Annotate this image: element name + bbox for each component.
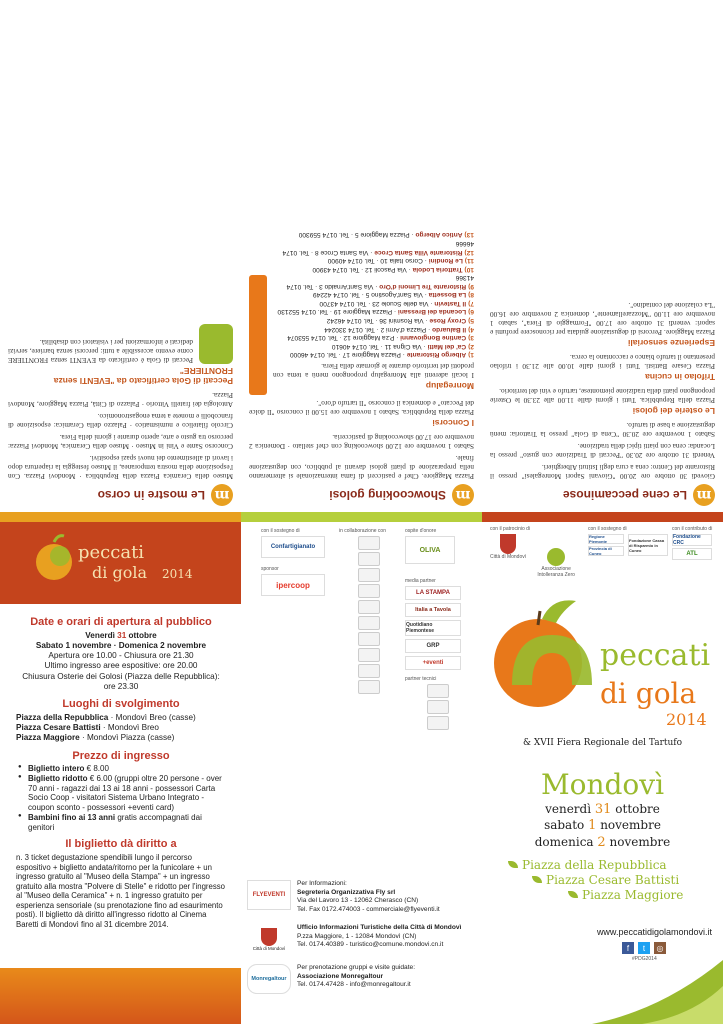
luogo-item: Piazza Cesare Battisti · Mondovì Breo bbox=[16, 723, 159, 733]
price-item: ● Biglietto ridotto € 6.00 (gruppi oltre 20 persone - over 70 anni - ragazzi dai 13 ai 18 anni - possessori Carta Socio Coop - visitatori Sistema Urbano Integrato - coupon sconto - possessori +eventi card) bbox=[18, 774, 226, 813]
oliva-logo: OLIVA bbox=[405, 536, 455, 564]
corner-leaf-decoration-icon bbox=[482, 940, 723, 1024]
italiaatavola-logo: Italia a Tavola bbox=[405, 603, 461, 617]
logo-text-digola: di gola bbox=[600, 677, 697, 710]
galup-heading: Monregalup bbox=[425, 381, 474, 392]
fondazione-logo: Fondazione Cassa di Risparmio in Cuneo bbox=[628, 534, 668, 556]
date-line: sabato 1 novembre bbox=[544, 818, 661, 834]
instagram-icon[interactable]: ◎ bbox=[654, 942, 666, 954]
osterie-closing: Chiusura Osterie dei Golosi (Piazza delle Repubblica): ore 23.30 bbox=[22, 671, 220, 691]
mostre-paragraph: Concorso Sante e Vini in Museo · Museo della Ceramica, Mondovì Piazza: percorso tra gusto e arte, aperto durante i giorni della Fiera. bbox=[8, 433, 233, 452]
ipercoop-logo: ipercoop bbox=[261, 574, 325, 596]
locale-item: 4)Il Baluardo · Piazza d'Armi 2 · Tel. 0174 330244 bbox=[324, 325, 474, 333]
heading-biglietto: Il biglietto dà diritto a bbox=[65, 838, 177, 851]
left-info-column bbox=[16, 610, 226, 929]
locale-item: 8)La Bossetta · Via Sant'Agostino 5 · Tel. 0174 42249 bbox=[312, 291, 474, 299]
partner-logo bbox=[358, 536, 380, 550]
locale-item: 10)Trattoria Lodola · Via Pascoli 12 · Tel. 0174 43900 bbox=[312, 265, 474, 273]
partner-logo bbox=[358, 616, 380, 630]
heading-dates: Date e orari di apertura al pubblico bbox=[30, 616, 212, 628]
badge-heading: Peccati di Gola certificato da "EVENTI senza FRONTIERE" bbox=[53, 366, 233, 387]
place-item: Piazza Cesare Battisti bbox=[532, 873, 718, 888]
contact-phone[interactable]: Tel. Fax 0172.474003 - commerciale@flyeventi.it bbox=[297, 905, 440, 913]
biglietto-text: n. 3 ticket degustazione spendibili lungo il percorso espositivo + biglietto andata/ritorno per la funicolare + un ingresso gratuito al "Museo della Stampa" + un ingresso gratuito alla mostra "Polvere di Stelle" e ridotto per l'ingresso al "Museo della Ceramica" + n. 1 ingresso gratuito per esperienza sensoriale (su prenotazione fino ad esaurimento posti). Il biglietto dà diritto all'ingresso ridotto al Cinema Baretti di Mondovì fino al 31 dicembre 2014. bbox=[16, 853, 225, 929]
contact-address: Via del Lavoro 13 - 12062 Cherasco (CN) bbox=[297, 897, 419, 905]
locale-item: 2)Ca' del Matti · Via Cigna 11 · Tel. 0174 40610 bbox=[331, 342, 474, 350]
place-item: Piazza della Repubblica bbox=[508, 858, 718, 873]
partner-logo bbox=[358, 568, 380, 582]
lastampa-logo: LA STAMPA bbox=[405, 586, 461, 600]
atl-logo: ATL bbox=[672, 548, 712, 560]
locale-item: 9)Ristorante Tre Limoni d'Oro · Via Sant'Arnaldo 3 · Tel. 0174 41366 bbox=[286, 274, 474, 290]
event-dates bbox=[482, 802, 723, 851]
galup-text: I locali aderenti alla Monregalup propongono menù a tema con prodotti del territorio durante le giornate della Fiera. bbox=[273, 362, 474, 381]
locale-item: 12)Ristorante Villa Santa Croce · Via Santa Croce 8 · Tel. 0174 46666 bbox=[282, 239, 474, 256]
price-item: ● Bambini fino ai 13 anni gratis accompagnati dai genitori bbox=[18, 813, 226, 833]
flyeventi-logo: FLYEVENTI bbox=[247, 880, 291, 910]
luogo-item: Piazza della Repubblica · Mondovì Breo (casse) bbox=[16, 712, 196, 722]
date-line: venerdì 31 ottobre bbox=[545, 802, 660, 817]
stemma-icon bbox=[500, 534, 516, 554]
peccati-di-gola-logo-icon bbox=[30, 532, 220, 592]
regione-logo: Regione Piemonte bbox=[588, 534, 624, 544]
contact-title: Per prenotazione gruppi e visite guidate: bbox=[297, 964, 416, 972]
last-entry: Ultimo ingresso aree espositive: ore 20.00 bbox=[44, 661, 198, 671]
color-strip bbox=[0, 512, 241, 522]
sostegno-group: con il sostegno di Regione Piemonte Provincia di Cuneo Fondazione Cassa di Risparmio in Cuneo bbox=[538, 526, 668, 556]
left-rotated-section bbox=[0, 0, 241, 512]
right-rotated-section bbox=[482, 0, 723, 512]
main-peccati-logo-icon bbox=[482, 585, 723, 785]
showcooking-paragraph: Piazza Maggiore. Chef e pasticceri di fama internazionale si alterneranno nella preparazione di piatti golosi davanti al pubblico, con degustazione finale. bbox=[249, 454, 474, 481]
confartigianato-logo: Confartigianato bbox=[261, 536, 325, 558]
mostre-paragraph: Antologia dei fratelli Vittorio · Palazzo di Città, Piazza Maggiore, Mondovì Piazza. bbox=[8, 391, 233, 410]
logo-year: 2014 bbox=[666, 710, 707, 729]
concorsi-text: Piazza della Repubblica. Sabato 1 novembre ore 15.00 il concorso "Il dolce del Peccato" e domenica il concorso "Il tartufo d'oro". bbox=[249, 399, 474, 418]
place-item: Piazza Maggiore bbox=[568, 888, 718, 903]
hashtag: #PDG2014 bbox=[632, 956, 657, 962]
right-sponsors bbox=[482, 520, 723, 590]
heading-luoghi: Luoghi di svolgimento bbox=[62, 698, 180, 711]
leaf-icon bbox=[568, 891, 578, 898]
places-list bbox=[508, 858, 718, 903]
right-panel bbox=[482, 0, 723, 1024]
concorsi-heading: I Concorsi bbox=[432, 418, 474, 429]
trifolao-text: Piazza Cesare Battisti. Tutti i giorni dalle 10.00 alle 21.30 i trifolao presentano il tartufo bianco e raccontano la cerca. bbox=[490, 353, 715, 372]
facebook-icon[interactable]: f bbox=[622, 942, 634, 954]
partner-logo bbox=[358, 648, 380, 662]
badge-text: Peccati di Gola è certificato da EVENTI senza FRONTIERE come evento accessibile a tutti: percorsi senza barriere, servizi dedicati e informazioni per i visitatori con disabilità. bbox=[8, 338, 193, 366]
date-venerdi: Venerdì 31 ottobre bbox=[85, 630, 157, 640]
contact-phone[interactable]: Tel. 0174.40389 - turistico@comune.mondovi.cn.it bbox=[297, 941, 444, 949]
contact-name: Ufficio Informazioni Turistiche della Città di Mondovì bbox=[297, 924, 462, 932]
partner-logo bbox=[358, 584, 380, 598]
cene-paragraph: Sabato 1 novembre ore 20.30 "Cena di Gola" presso la Trattoria: menù degustazione a base di tartufo. bbox=[490, 421, 715, 440]
leaf-icon bbox=[532, 876, 542, 883]
cene-paragraph: Venerdì 31 ottobre ore 20.30 "Peccati di Tradizione con gusto" presso la Locanda: cena con piatti tipici della tradizione. bbox=[490, 442, 715, 461]
contact-fly bbox=[247, 880, 477, 914]
locale-item: 5)Croxy Rose · Via Rosmini 36 · Tel. 0174 46242 bbox=[326, 317, 474, 325]
locale-item: 6)Locanda dei Bressani · Piazza Maggiore 19 · Tel. 0174 552130 bbox=[277, 308, 474, 316]
city-title: Mondovì bbox=[540, 768, 665, 801]
contacts-title: Per Informazioni: bbox=[297, 880, 347, 887]
middle-panel bbox=[241, 0, 482, 1024]
mostre-paragraph: Circolo filatelico e numismatico · Palazzo della Ceramica: esposizione di francobolli e monete a tema enogastronomico. bbox=[8, 412, 233, 431]
partner-logo bbox=[358, 600, 380, 614]
logo-text-digola: di gola bbox=[92, 563, 147, 582]
esperienze-heading: Esperienze sensoriali bbox=[628, 338, 715, 349]
contact-mondovi bbox=[247, 924, 477, 954]
mini-logo-icon: m bbox=[693, 484, 715, 506]
contact-phone[interactable]: Tel. 0174.47428 - info@monregaltour.it bbox=[297, 981, 411, 989]
luogo-item: Piazza Maggiore · Mondovì Piazza (casse) bbox=[16, 733, 175, 743]
color-strip bbox=[241, 512, 482, 522]
partner-logo bbox=[358, 552, 380, 566]
price-item: ● Biglietto intero € 8.00 bbox=[18, 764, 226, 774]
partner-logo bbox=[427, 700, 449, 714]
section-heading-mostre: Le mostre in corso bbox=[97, 488, 205, 502]
price-list bbox=[16, 764, 226, 832]
leaf-icon bbox=[508, 861, 518, 868]
osterie-heading: Le osterie dei golosi bbox=[632, 406, 715, 417]
trifolao-heading: Trifolao in cucina bbox=[645, 372, 715, 383]
crc-logo: Fondazione CRC bbox=[672, 534, 712, 546]
eventi-logo: +eventi bbox=[405, 656, 461, 670]
locale-item: 11)Le Rondini · Corso Italia 10 · Tel. 0174 40900 bbox=[327, 257, 474, 265]
locale-item: 13)Antico Albergo · Piazza Maggiore 5 · Tel. 0174 559300 bbox=[298, 231, 474, 239]
locali-list bbox=[273, 230, 474, 358]
partner-logo bbox=[358, 664, 380, 678]
quotidiano-logo: Quotidiano Piemontese bbox=[405, 620, 461, 636]
sponsor-col-2: in collaborazione con bbox=[339, 528, 399, 696]
sponsor-col-3: ospite d'onore OLIVA media partner LA STAMPA Italia a Tavola Quotidiano Piemontese GRP +eventi partner tecnici bbox=[405, 528, 471, 732]
tower-illustration-icon bbox=[249, 275, 267, 395]
partner-logo bbox=[358, 680, 380, 694]
partner-logo bbox=[358, 632, 380, 646]
grp-logo: GRP bbox=[405, 639, 461, 653]
contact-name: Segreteria Organizzativa Fly srl bbox=[297, 888, 396, 896]
heading-prezzo: Prezzo di ingresso bbox=[72, 749, 170, 762]
mini-logo-icon: m bbox=[452, 484, 474, 506]
sponsor-col-1: con il sostegno di Confartigianato sponsor ipercoop bbox=[261, 528, 331, 596]
provincia-logo: Provincia di Cuneo bbox=[588, 546, 624, 556]
website-link[interactable]: www.peccatidigolamondovi.it bbox=[596, 927, 712, 937]
cene-paragraph: Giovedì 30 ottobre ore 20.00 "Giovani Sapori Monregalesi" presso il Ristorante del Centro: cena a cura degli Istituti Alberghieri. bbox=[490, 463, 715, 481]
mostre-paragraph: Museo della Ceramica Piazza della Repubblica · Mondovì Piazza. Con l'esposizione della mostra temporanea, il Museo festeggia la riapertura dopo i lavori di allestimento dei nuovi spazi espositivi. bbox=[8, 454, 233, 481]
date-sab-dom: Sabato 1 novembre · Domenica 2 novembre bbox=[35, 640, 207, 650]
contributo-group: con il contributo di Fondazione CRC ATL bbox=[672, 526, 712, 560]
partner-logo bbox=[427, 716, 449, 730]
partner-logo bbox=[427, 684, 449, 698]
date-line: domenica 2 novembre bbox=[534, 834, 671, 850]
locale-item: 3)Cantine Bongiovanni · P.za Maggiore 12 · Tel. 0174 553074 bbox=[287, 334, 474, 342]
twitter-icon[interactable]: t bbox=[638, 942, 650, 954]
patrocinio-group: con il patrocinio di Città di Mondovì Associazione Intolleranza Zero bbox=[490, 526, 575, 578]
section-heading-cene: Le cene peccaminose bbox=[562, 488, 687, 502]
logo-text-peccati: peccati bbox=[78, 542, 145, 563]
osterie-text: Piazza della Repubblica. Tutti i giorni dalle 11.00 alle 23.30 le Osterie propongono piatti della tradizione piemontese, tartufo e vini del territorio. bbox=[490, 387, 715, 406]
middle-rotated-section bbox=[241, 0, 482, 512]
opening-hours: Apertura ore 10.00 - Chiusura ore 21.30 bbox=[48, 651, 194, 661]
esperienze-text: Piazza Maggiore. Percorsi di degustazione guidata per riconoscere profumi e sapori: venerdì 31 ottobre ore 17.00 "Formaggio di Fiera", sabato 1 novembre ore 11.00 "Mozzarellamente", domenica 2 novembre ore 16.00 "La colazione del contadino". bbox=[490, 301, 715, 338]
mini-logo-icon: m bbox=[211, 484, 233, 506]
locale-item: 1)Albergo Ristorante · Piazza Maggiore 17 · Tel. 0174 46000 bbox=[289, 351, 474, 359]
stemma-icon: Città di Mondovì bbox=[247, 924, 291, 954]
left-panel bbox=[0, 0, 241, 1024]
section-heading-showcooking: Showcooking golosi bbox=[329, 488, 446, 502]
left-footer-band bbox=[0, 968, 241, 1024]
showcooking-paragraph: Sabato 1 novembre ore 12.00 showcooking con chef stellato · Domenica 2 novembre ore 17.00 showcooking di pasticceria. bbox=[249, 433, 474, 452]
fiera-subtitle: & XVII Fiera Regionale del Tartufo bbox=[522, 738, 683, 748]
contact-address: P.zza Maggiore, 1 - 12084 Mondovì (CN) bbox=[297, 932, 417, 940]
logo-text-peccati: peccati bbox=[600, 638, 711, 673]
contact-monregaltour bbox=[247, 964, 477, 994]
logo-year: 2014 bbox=[162, 567, 193, 581]
contacts-block bbox=[247, 880, 477, 1004]
locale-item: 7)Il Tastevin · Via delle Scuole 23 · Tel. 0174 43700 bbox=[319, 299, 474, 307]
monregaltour-logo: Monregaltour bbox=[247, 964, 291, 994]
contact-name: Associazione Monregaltour bbox=[297, 972, 384, 980]
accessibility-badge-icon bbox=[199, 324, 233, 364]
